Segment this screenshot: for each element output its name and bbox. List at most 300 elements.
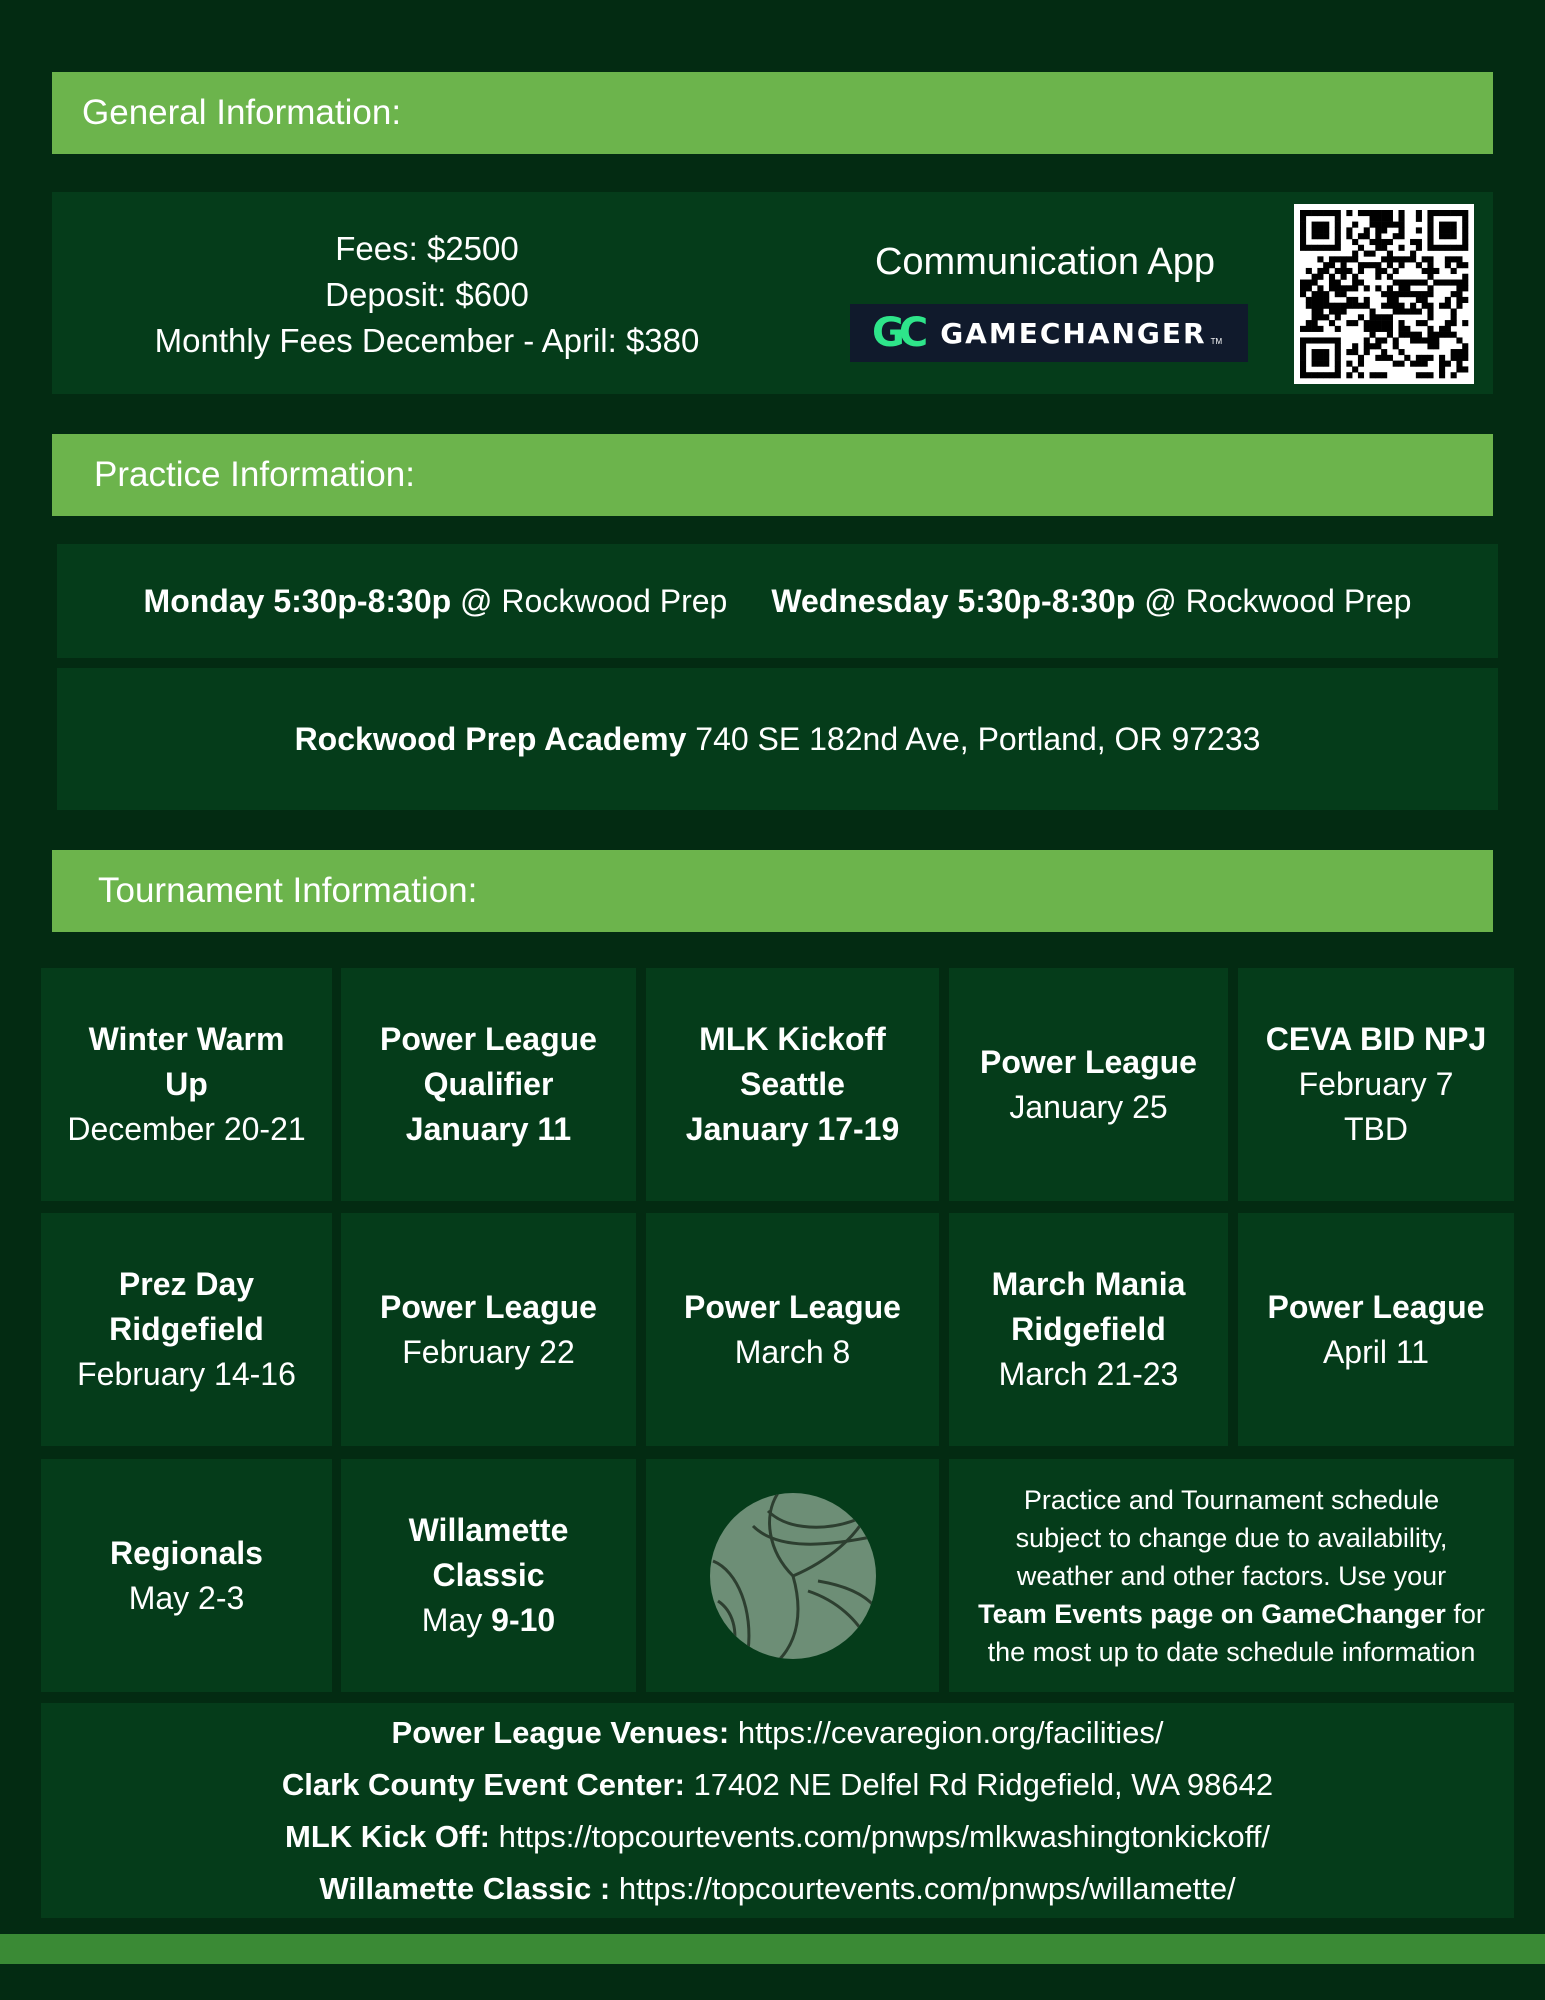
qr-module: [1427, 216, 1433, 222]
qr-module: [1312, 227, 1318, 233]
qr-module: [1404, 326, 1410, 332]
qr-module: [1387, 222, 1393, 228]
qr-module: [1312, 355, 1318, 361]
qr-module: [1341, 291, 1347, 297]
qr-module: [1352, 349, 1358, 355]
qr-module: [1445, 210, 1451, 216]
team-events-link[interactable]: Team Events page on GameChanger: [978, 1598, 1446, 1629]
qr-module: [1393, 337, 1399, 343]
venue-power-league: [392, 1707, 1164, 1759]
qr-module: [1329, 256, 1335, 262]
qr-module: [1445, 262, 1451, 268]
qr-module: [1317, 210, 1323, 216]
tournament-name: Up: [165, 1066, 208, 1102]
qr-module: [1427, 268, 1433, 274]
qr-module: [1312, 308, 1318, 314]
qr-module: [1381, 314, 1387, 320]
qr-module: [1341, 308, 1347, 314]
qr-module: [1312, 372, 1318, 378]
qr-module: [1364, 227, 1370, 233]
qr-module: [1335, 245, 1341, 251]
qr-module: [1375, 314, 1381, 320]
qr-module: [1462, 349, 1468, 355]
qr-module: [1387, 210, 1393, 216]
qr-module: [1317, 297, 1323, 303]
qr-module: [1364, 233, 1370, 239]
qr-module: [1358, 233, 1364, 239]
qr-module: [1306, 303, 1312, 309]
qr-module: [1445, 256, 1451, 262]
qr-module: [1427, 326, 1433, 332]
qr-module: [1352, 297, 1358, 303]
venue-link[interactable]: https://cevaregion.org/facilities/: [729, 1714, 1164, 1750]
qr-module: [1323, 291, 1329, 297]
qr-module: [1393, 268, 1399, 274]
fees-block: [52, 220, 802, 370]
qr-module: [1375, 343, 1381, 349]
qr-module: [1300, 233, 1306, 239]
gamechanger-wordmark: GAMECHANGER: [940, 316, 1207, 350]
qr-module: [1439, 233, 1445, 239]
qr-module: [1422, 256, 1428, 262]
qr-module: [1335, 303, 1341, 309]
qr-module: [1364, 326, 1370, 332]
tournament-name: Ridgefield: [1011, 1311, 1166, 1347]
qr-module: [1422, 268, 1428, 274]
qr-module: [1306, 245, 1312, 251]
qr-module: [1370, 222, 1376, 228]
qr-module: [1317, 355, 1323, 361]
qr-module: [1375, 320, 1381, 326]
qr-module: [1416, 308, 1422, 314]
qr-module: [1370, 239, 1376, 245]
qr-module: [1370, 372, 1376, 378]
wednesday-practice-place: @ Rockwood Prep: [1144, 582, 1412, 619]
qr-module: [1323, 262, 1329, 268]
tournament-date: February 7: [1298, 1066, 1454, 1102]
tournament-name: CEVA BID NPJ: [1265, 1021, 1487, 1057]
qr-module: [1341, 285, 1347, 291]
qr-module: [1410, 291, 1416, 297]
qr-module: [1381, 227, 1387, 233]
qr-module: [1375, 274, 1381, 280]
qr-module: [1393, 361, 1399, 367]
qr-module: [1375, 222, 1381, 228]
qr-module: [1306, 210, 1312, 216]
qr-module: [1456, 262, 1462, 268]
qr-module: [1433, 210, 1439, 216]
qr-module: [1433, 332, 1439, 338]
qr-module: [1381, 245, 1387, 251]
qr-module: [1398, 303, 1404, 309]
venue-link[interactable]: https://topcourtevents.com/pnwps/willamette/: [610, 1870, 1236, 1906]
qr-module: [1416, 297, 1422, 303]
qr-module: [1352, 366, 1358, 372]
qr-module: [1364, 343, 1370, 349]
qr-module: [1358, 245, 1364, 251]
qr-module: [1358, 361, 1364, 367]
qr-module: [1456, 337, 1462, 343]
qr-module: [1387, 355, 1393, 361]
qr-module: [1306, 280, 1312, 286]
qr-module: [1439, 245, 1445, 251]
qr-module: [1317, 285, 1323, 291]
monday-practice-time: Monday 5:30p-8:30p: [143, 582, 452, 619]
qr-module: [1398, 222, 1404, 228]
qr-module: [1329, 210, 1335, 216]
qr-module: [1398, 349, 1404, 355]
qr-module: [1433, 343, 1439, 349]
qr-module: [1427, 285, 1433, 291]
qr-module: [1300, 355, 1306, 361]
qr-module: [1416, 262, 1422, 268]
tournament-name: Power League: [380, 1288, 597, 1325]
qr-module: [1346, 361, 1352, 367]
qr-module: [1387, 285, 1393, 291]
qr-module: [1451, 355, 1457, 361]
qr-module: [1381, 349, 1387, 355]
qr-module: [1398, 332, 1404, 338]
qr-module: [1300, 210, 1306, 216]
qr-module: [1317, 291, 1323, 297]
tournament-info-heading: Tournament Information:: [98, 871, 478, 910]
qr-module: [1462, 245, 1468, 251]
qr-module: [1370, 308, 1376, 314]
venue-label: Willamette Classic :: [319, 1870, 611, 1906]
qr-module: [1462, 355, 1468, 361]
venue-link[interactable]: https://topcourtevents.com/pnwps/mlkwashingtonkickoff/: [489, 1818, 1270, 1854]
qr-module: [1462, 366, 1468, 372]
qr-module: [1375, 326, 1381, 332]
qr-module: [1398, 216, 1404, 222]
qr-module: [1375, 239, 1381, 245]
qr-module: [1364, 251, 1370, 257]
qr-module: [1375, 227, 1381, 233]
qr-module: [1312, 320, 1318, 326]
qr-module: [1456, 349, 1462, 355]
tournament-name: MLK Kickoff: [699, 1021, 886, 1057]
gamechanger-logo[interactable]: [850, 304, 1248, 362]
qr-module: [1427, 274, 1433, 280]
qr-module: [1445, 222, 1451, 228]
tournament-date-month: May: [421, 1602, 492, 1638]
qr-module: [1456, 303, 1462, 309]
qr-module: [1317, 349, 1323, 355]
qr-module: [1335, 216, 1341, 222]
qr-module: [1329, 245, 1335, 251]
qr-module: [1456, 256, 1462, 262]
qr-module: [1462, 320, 1468, 326]
qr-module: [1427, 262, 1433, 268]
qr-module: [1323, 361, 1329, 367]
qr-module: [1381, 210, 1387, 216]
qr-module: [1312, 349, 1318, 355]
qr-module: [1335, 291, 1341, 297]
qr-module: [1352, 285, 1358, 291]
qr-module: [1451, 332, 1457, 338]
qr-module: [1375, 210, 1381, 216]
venue-label: Clark County Event Center:: [281, 1766, 685, 1802]
qr-module: [1335, 233, 1341, 239]
qr-module: [1456, 285, 1462, 291]
qr-module: [1381, 239, 1387, 245]
qr-module: [1323, 372, 1329, 378]
qr-module: [1451, 233, 1457, 239]
qr-module: [1352, 239, 1358, 245]
qr-module: [1346, 303, 1352, 309]
tournament-date: February 14-16: [77, 1356, 296, 1392]
practice-info-banner: [52, 434, 1493, 516]
qr-module: [1335, 343, 1341, 349]
qr-module: [1375, 245, 1381, 251]
qr-module: [1300, 361, 1306, 367]
qr-module: [1462, 285, 1468, 291]
qr-module: [1422, 355, 1428, 361]
qr-module: [1439, 366, 1445, 372]
qr-module: [1306, 372, 1312, 378]
qr-module: [1306, 326, 1312, 332]
qr-module: [1451, 308, 1457, 314]
qr-module: [1398, 210, 1404, 216]
qr-module: [1416, 337, 1422, 343]
tournament-date: February 22: [402, 1333, 575, 1370]
communication-app-label-wrap: [830, 234, 1260, 290]
tournament-name: Power League: [980, 1043, 1197, 1080]
qr-module: [1300, 280, 1306, 286]
qr-module: [1352, 280, 1358, 286]
tournament-name: Willamette: [408, 1512, 569, 1548]
tournament-name: Seattle: [740, 1066, 845, 1102]
qr-module: [1416, 361, 1422, 367]
practice-venue-address: 740 SE 182nd Ave, Portland, OR 97233: [695, 720, 1261, 757]
qr-module: [1317, 233, 1323, 239]
qr-module: [1329, 337, 1335, 343]
qr-module: [1317, 303, 1323, 309]
qr-module: [1398, 227, 1404, 233]
qr-module: [1462, 227, 1468, 233]
wednesday-practice-time: Wednesday 5:30p-8:30p: [771, 582, 1136, 619]
qr-module: [1370, 332, 1376, 338]
qr-module: [1329, 280, 1335, 286]
qr-module: [1427, 256, 1433, 262]
qr-module: [1433, 268, 1439, 274]
qr-module: [1335, 337, 1341, 343]
tournament-card: [341, 1213, 636, 1446]
qr-module: [1439, 326, 1445, 332]
tournament-name: Winter Warm: [88, 1021, 285, 1057]
wednesday-practice: [771, 583, 1411, 620]
qr-module: [1352, 274, 1358, 280]
qr-module: [1398, 326, 1404, 332]
tournament-name: Regionals: [110, 1534, 263, 1571]
qr-module: [1451, 227, 1457, 233]
qr-module: [1462, 239, 1468, 245]
qr-module: [1375, 355, 1381, 361]
qr-module: [1300, 343, 1306, 349]
qr-module: [1439, 361, 1445, 367]
qr-module: [1364, 337, 1370, 343]
qr-module: [1462, 233, 1468, 239]
qr-module: [1445, 320, 1451, 326]
note-line-1: Practice and Tournament schedule: [1023, 1484, 1440, 1515]
qr-module: [1427, 245, 1433, 251]
tournament-name: Power League: [684, 1288, 901, 1325]
qr-module: [1358, 355, 1364, 361]
qr-module: [1410, 337, 1416, 343]
tournament-date: March 21-23: [998, 1356, 1179, 1392]
qr-module: [1393, 291, 1399, 297]
qr-module: [1381, 268, 1387, 274]
qr-module: [1312, 280, 1318, 286]
venue-mlk-kickoff: [285, 1811, 1270, 1863]
qr-module: [1422, 320, 1428, 326]
qr-module: [1398, 245, 1404, 251]
qr-module: [1462, 210, 1468, 216]
qr-module: [1439, 210, 1445, 216]
tournament-card: [646, 968, 939, 1201]
qr-module: [1451, 320, 1457, 326]
qr-module: [1317, 245, 1323, 251]
qr-module: [1410, 361, 1416, 367]
qr-module: [1300, 337, 1306, 343]
qr-module: [1381, 256, 1387, 262]
tournament-date: [422, 1598, 555, 1643]
qr-module: [1381, 372, 1387, 378]
qr-module: [1427, 210, 1433, 216]
general-info-heading: General Information:: [82, 93, 402, 132]
qr-module: [1375, 268, 1381, 274]
qr-module: [1427, 291, 1433, 297]
qr-code-graphic: [1294, 204, 1474, 384]
qr-module: [1352, 222, 1358, 228]
monthly-fees-text: Monthly Fees December - April: $380: [154, 322, 700, 359]
qr-module: [1306, 337, 1312, 343]
qr-module: [1398, 262, 1404, 268]
qr-module: [1462, 216, 1468, 222]
qr-module: [1439, 332, 1445, 338]
tournament-card: [41, 1459, 332, 1692]
qr-module: [1335, 285, 1341, 291]
qr-module: [1410, 308, 1416, 314]
qr-module: [1381, 337, 1387, 343]
qr-module: [1451, 210, 1457, 216]
qr-module: [1427, 303, 1433, 309]
qr-module: [1416, 372, 1422, 378]
qr-module: [1312, 233, 1318, 239]
qr-module: [1456, 361, 1462, 367]
qr-module: [1317, 314, 1323, 320]
qr-module: [1323, 233, 1329, 239]
qr-module: [1329, 303, 1335, 309]
qr-module: [1323, 349, 1329, 355]
qr-module: [1451, 291, 1457, 297]
qr-module: [1451, 245, 1457, 251]
practice-info-heading: Practice Information:: [94, 455, 415, 494]
qr-module: [1335, 372, 1341, 378]
qr-module: [1329, 308, 1335, 314]
qr-module: [1445, 280, 1451, 286]
qr-module: [1422, 361, 1428, 367]
qr-module: [1451, 268, 1457, 274]
qr-code-icon[interactable]: [1294, 204, 1474, 384]
qr-module: [1352, 343, 1358, 349]
qr-module: [1456, 245, 1462, 251]
qr-module: [1312, 361, 1318, 367]
qr-module: [1427, 355, 1433, 361]
tournament-card: [1238, 1213, 1514, 1446]
qr-module: [1439, 303, 1445, 309]
qr-module: [1346, 268, 1352, 274]
qr-module: [1364, 320, 1370, 326]
tournament-card: [646, 1213, 939, 1446]
tournament-name: Prez Day: [118, 1266, 255, 1302]
tournament-card: [341, 968, 636, 1201]
tournament-date: March 8: [734, 1333, 851, 1370]
qr-module: [1422, 372, 1428, 378]
qr-module: [1329, 320, 1335, 326]
qr-module: [1364, 285, 1370, 291]
qr-module: [1364, 262, 1370, 268]
qr-module: [1346, 320, 1352, 326]
qr-module: [1346, 372, 1352, 378]
venues-panel: [41, 1703, 1514, 1918]
qr-module: [1346, 256, 1352, 262]
qr-module: [1312, 245, 1318, 251]
tournament-name: Qualifier: [423, 1066, 554, 1102]
qr-module: [1306, 320, 1312, 326]
qr-module: [1445, 245, 1451, 251]
qr-module: [1422, 303, 1428, 309]
qr-module: [1341, 274, 1347, 280]
qr-module: [1364, 210, 1370, 216]
qr-module: [1398, 361, 1404, 367]
qr-module: [1404, 285, 1410, 291]
qr-module: [1445, 227, 1451, 233]
qr-module: [1358, 210, 1364, 216]
qr-module: [1317, 372, 1323, 378]
qr-module: [1312, 314, 1318, 320]
qr-module: [1352, 251, 1358, 257]
qr-module: [1341, 268, 1347, 274]
qr-module: [1427, 227, 1433, 233]
qr-module: [1323, 297, 1329, 303]
qr-module: [1451, 280, 1457, 286]
qr-module: [1317, 337, 1323, 343]
note-line-3: weather and other factors. Use your: [1016, 1560, 1447, 1591]
qr-module: [1416, 216, 1422, 222]
qr-module: [1393, 308, 1399, 314]
qr-module: [1381, 326, 1387, 332]
qr-module: [1398, 285, 1404, 291]
qr-module: [1433, 280, 1439, 286]
qr-module: [1451, 314, 1457, 320]
note-line-5: the most up to date schedule information: [987, 1636, 1476, 1667]
qr-module: [1393, 280, 1399, 286]
qr-module: [1352, 256, 1358, 262]
venue-label: MLK Kick Off:: [285, 1818, 490, 1854]
venue-label: Power League Venues:: [391, 1714, 730, 1750]
tournament-card: [41, 1213, 332, 1446]
qr-module: [1398, 233, 1404, 239]
note-for-text: for: [1445, 1598, 1485, 1629]
practice-schedule-panel: [57, 544, 1498, 658]
qr-module: [1393, 303, 1399, 309]
qr-module: [1410, 256, 1416, 262]
qr-module: [1370, 251, 1376, 257]
qr-module: [1300, 227, 1306, 233]
qr-module: [1404, 291, 1410, 297]
qr-module: [1445, 303, 1451, 309]
